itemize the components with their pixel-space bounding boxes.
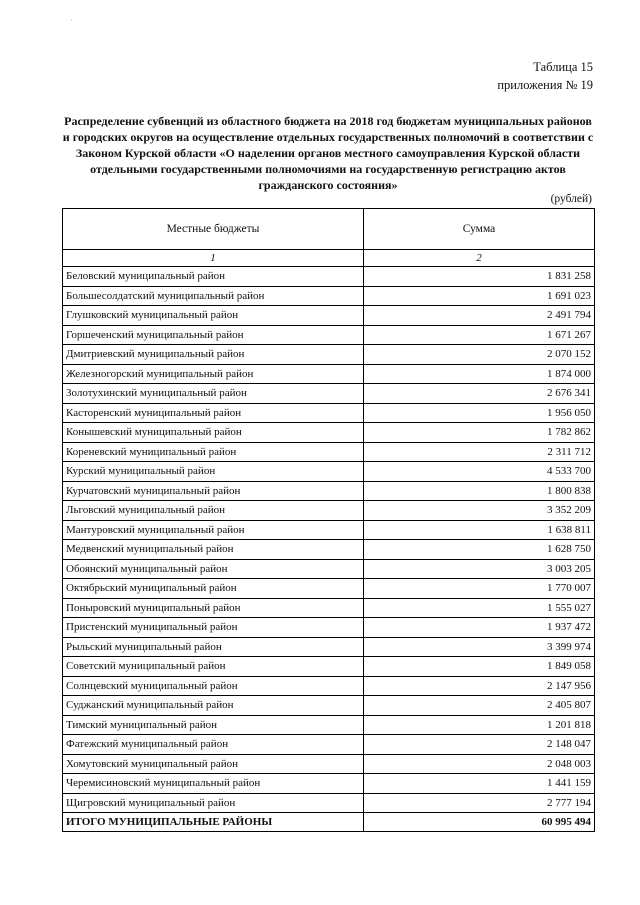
- amount-cell: 2 777 194: [364, 793, 595, 813]
- table-row: [63, 637, 595, 657]
- district-name-cell: Тимский муниципальный район: [63, 715, 364, 735]
- amount-cell: 4 533 700: [364, 462, 595, 482]
- district-name-cell: Октябрьский муниципальный район: [63, 579, 364, 599]
- amount-cell: 1 874 000: [364, 364, 595, 384]
- column-header-amount: Сумма: [364, 209, 595, 250]
- column-header-budgets: Местные бюджеты: [63, 209, 364, 250]
- table-body: [63, 250, 595, 832]
- total-label-cell: ИТОГО МУНИЦИПАЛЬНЫЕ РАЙОНЫ: [63, 813, 364, 832]
- amount-cell: 1 201 818: [364, 715, 595, 735]
- title-line: отдельными государственными полномочиями на государственную регистрацию актов: [90, 162, 566, 176]
- district-name-cell: Дмитриевский муниципальный район: [63, 345, 364, 365]
- district-name-cell: Щигровский муниципальный район: [63, 793, 364, 813]
- column-number: 2: [364, 250, 595, 267]
- table-row: [63, 540, 595, 560]
- table-row: [63, 442, 595, 462]
- amount-cell: 1 638 811: [364, 520, 595, 540]
- amount-cell: 3 352 209: [364, 501, 595, 521]
- table-row: [63, 754, 595, 774]
- table-row: [63, 306, 595, 326]
- district-name-cell: Мантуровский муниципальный район: [63, 520, 364, 540]
- table-row: [63, 520, 595, 540]
- table-row: [63, 696, 595, 716]
- amount-cell: 2 147 956: [364, 676, 595, 696]
- district-name-cell: Хомутовский муниципальный район: [63, 754, 364, 774]
- subsidy-table: [62, 208, 595, 832]
- amount-cell: 1 628 750: [364, 540, 595, 560]
- amount-cell: 1 555 027: [364, 598, 595, 618]
- district-name-cell: Рыльский муниципальный район: [63, 637, 364, 657]
- district-name-cell: Солнцевский муниципальный район: [63, 676, 364, 696]
- amount-cell: 1 831 258: [364, 267, 595, 287]
- district-name-cell: Медвенский муниципальный район: [63, 540, 364, 560]
- table-row: [63, 715, 595, 735]
- title-line: и городских округов на осуществление отдельных государственных полномочий в соответствии с: [62, 130, 594, 144]
- table-row: [63, 793, 595, 813]
- district-name-cell: Курский муниципальный район: [63, 462, 364, 482]
- table-row: [63, 676, 595, 696]
- amount-cell: 1 441 159: [364, 774, 595, 794]
- table-row: [63, 462, 595, 482]
- district-name-cell: Касторенский муниципальный район: [63, 403, 364, 423]
- title-line: Законом Курской области «О наделении органов местного самоуправления Курской области: [75, 146, 581, 160]
- table-row: [63, 403, 595, 423]
- amount-cell: 1 800 838: [364, 481, 595, 501]
- table-number: Таблица 15: [533, 60, 593, 74]
- table-row: [63, 598, 595, 618]
- table-row: [63, 384, 595, 404]
- district-name-cell: Льговский муниципальный район: [63, 501, 364, 521]
- column-number-row: [63, 250, 595, 267]
- document-title: [60, 113, 596, 193]
- total-amount-cell: 60 995 494: [364, 813, 595, 832]
- table-row: [63, 286, 595, 306]
- amount-cell: 1 671 267: [364, 325, 595, 345]
- table-row: [63, 423, 595, 443]
- table-row: [63, 579, 595, 599]
- table-row: [63, 325, 595, 345]
- district-name-cell: Поныровский муниципальный район: [63, 598, 364, 618]
- amount-cell: 1 691 023: [364, 286, 595, 306]
- table-row: [63, 481, 595, 501]
- table-row: [63, 501, 595, 521]
- table-header-row: [63, 209, 595, 250]
- amount-cell: 3 399 974: [364, 637, 595, 657]
- amount-cell: 1 770 007: [364, 579, 595, 599]
- amount-cell: 2 311 712: [364, 442, 595, 462]
- district-name-cell: Суджанский муниципальный район: [63, 696, 364, 716]
- title-line: гражданского состояния»: [258, 178, 398, 192]
- amount-cell: 1 782 862: [364, 423, 595, 443]
- total-row: [63, 813, 595, 832]
- scan-mark: ·: [70, 16, 73, 25]
- amount-cell: 2 148 047: [364, 735, 595, 755]
- district-name-cell: Курчатовский муниципальный район: [63, 481, 364, 501]
- table-row: [63, 345, 595, 365]
- district-name-cell: Золотухинский муниципальный район: [63, 384, 364, 404]
- table-row: [63, 774, 595, 794]
- amount-cell: 2 070 152: [364, 345, 595, 365]
- table-row: [63, 735, 595, 755]
- district-name-cell: Черемисиновский муниципальный район: [63, 774, 364, 794]
- amount-cell: 1 849 058: [364, 657, 595, 677]
- title-line: Распределение субвенций из областного бюджета на 2018 год бюджетам муниципальных районов: [64, 114, 592, 128]
- district-name-cell: Конышевский муниципальный район: [63, 423, 364, 443]
- district-name-cell: Железногорский муниципальный район: [63, 364, 364, 384]
- amount-cell: 2 491 794: [364, 306, 595, 326]
- district-name-cell: Фатежский муниципальный район: [63, 735, 364, 755]
- district-name-cell: Обоянский муниципальный район: [63, 559, 364, 579]
- district-name-cell: Беловский муниципальный район: [63, 267, 364, 287]
- table-row: [63, 618, 595, 638]
- table-row: [63, 364, 595, 384]
- amount-cell: 2 405 807: [364, 696, 595, 716]
- column-number: 1: [63, 250, 364, 267]
- table-row: [63, 657, 595, 677]
- amount-cell: 1 956 050: [364, 403, 595, 423]
- amount-cell: 2 676 341: [364, 384, 595, 404]
- table-row: [63, 559, 595, 579]
- district-name-cell: Кореневский муниципальный район: [63, 442, 364, 462]
- district-name-cell: Пристенский муниципальный район: [63, 618, 364, 638]
- table-reference: [497, 58, 593, 94]
- appendix-number: приложения № 19: [497, 78, 593, 92]
- currency-unit: (рублей): [550, 193, 592, 205]
- table-row: [63, 267, 595, 287]
- district-name-cell: Глушковский муниципальный район: [63, 306, 364, 326]
- amount-cell: 1 937 472: [364, 618, 595, 638]
- district-name-cell: Советский муниципальный район: [63, 657, 364, 677]
- amount-cell: 2 048 003: [364, 754, 595, 774]
- amount-cell: 3 003 205: [364, 559, 595, 579]
- district-name-cell: Большесолдатский муниципальный район: [63, 286, 364, 306]
- district-name-cell: Горшеченский муниципальный район: [63, 325, 364, 345]
